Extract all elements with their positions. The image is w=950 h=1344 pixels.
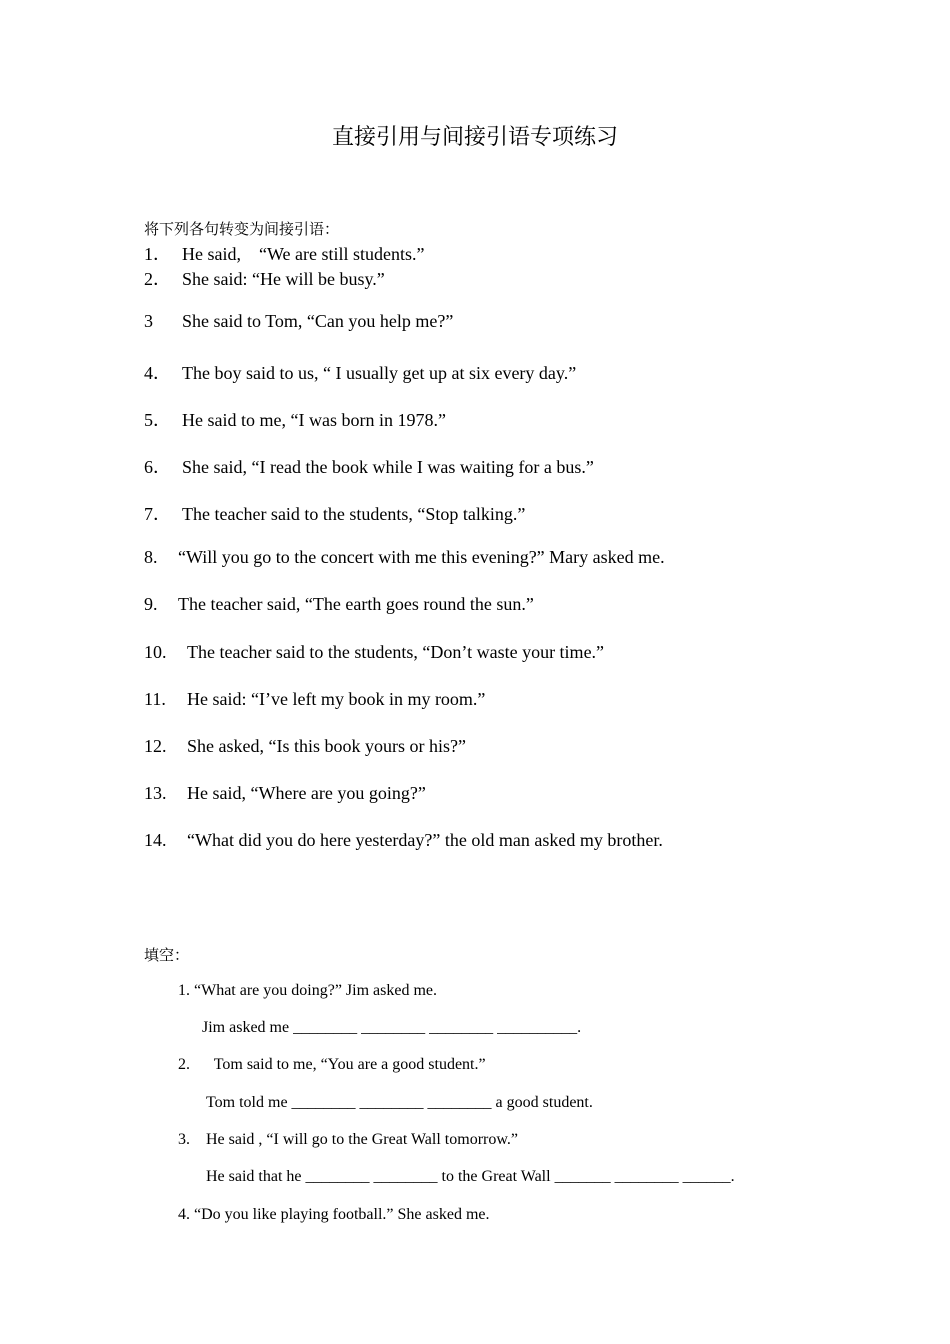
question-text: The teacher said to the students, “Stop talking.” [182, 504, 526, 524]
question-number: 1． [144, 244, 171, 264]
question-text: She said: “He will be busy.” [182, 269, 385, 289]
question-text: She said to Tom, “Can you help me?” [182, 311, 454, 331]
question-text: She asked, “Is this book yours or his?” [187, 736, 466, 756]
question-text: She said, “I read the book while I was waiting for a bus.” [182, 457, 594, 477]
question-1 [144, 240, 424, 266]
question-3 [144, 311, 453, 332]
question-number: 7． [144, 504, 171, 524]
question-number: 11. [144, 689, 166, 709]
question-text: He said, “Where are you going?” [187, 783, 426, 803]
fill-line: Jim asked me ________ ________ ________ __________. [202, 1019, 582, 1036]
question-text: He said to me, “I was born in 1978.” [182, 410, 446, 430]
fill-line: 1. “What are you doing?” Jim asked me. [178, 982, 438, 999]
question-number: 13. [144, 783, 167, 803]
question-12 [144, 736, 466, 757]
fill-line: 3. He said , “I will go to the Great Wall tomorrow.” [178, 1131, 518, 1148]
question-9 [144, 594, 534, 615]
question-text: The teacher said, “The earth goes round the sun.” [178, 594, 534, 614]
question-number: 3 [144, 311, 153, 331]
question-number: 14. [144, 830, 167, 850]
question-6 [144, 453, 594, 479]
question-number: 2． [144, 269, 171, 289]
question-11 [144, 689, 485, 710]
page-title: 直接引用与间接引语专项练习 [331, 125, 618, 150]
question-14 [144, 830, 663, 851]
fill-line: Tom told me ________ ________ ________ a good student. [206, 1094, 593, 1111]
question-number: 6． [144, 457, 171, 477]
question-8 [144, 547, 665, 568]
question-4 [144, 359, 576, 385]
question-number: 12. [144, 736, 167, 756]
question-13 [144, 783, 426, 804]
question-text: He said: “I’ve left my book in my room.” [187, 689, 486, 709]
question-text: “Will you go to the concert with me this evening?” Mary asked me. [178, 547, 665, 567]
section2-instruction: 填空： [144, 946, 190, 964]
question-10 [144, 642, 604, 663]
question-7 [144, 500, 525, 526]
section1-instruction: 将下列各句转变为间接引语： [144, 220, 340, 238]
question-text: The teacher said to the students, “Don’t waste your time.” [187, 642, 605, 662]
question-text: “What did you do here yesterday?” the old man asked my brother. [187, 830, 663, 850]
question-number: 9. [144, 594, 158, 614]
question-text: He said, “We are still students.” [182, 244, 425, 264]
question-number: 10. [144, 642, 167, 662]
question-5 [144, 406, 446, 432]
question-number: 8. [144, 547, 158, 567]
question-text: The boy said to us, “ I usually get up at six every day.” [182, 363, 577, 383]
fill-line: 4. “Do you like playing football.” She asked me. [178, 1206, 490, 1223]
question-number: 4． [144, 363, 171, 383]
question-2 [144, 265, 385, 291]
fill-line: 2. Tom said to me, “You are a good student.” [178, 1056, 486, 1073]
question-number: 5． [144, 410, 171, 430]
fill-line: He said that he ________ ________ to the Great Wall _______ ________ ______. [206, 1168, 735, 1185]
